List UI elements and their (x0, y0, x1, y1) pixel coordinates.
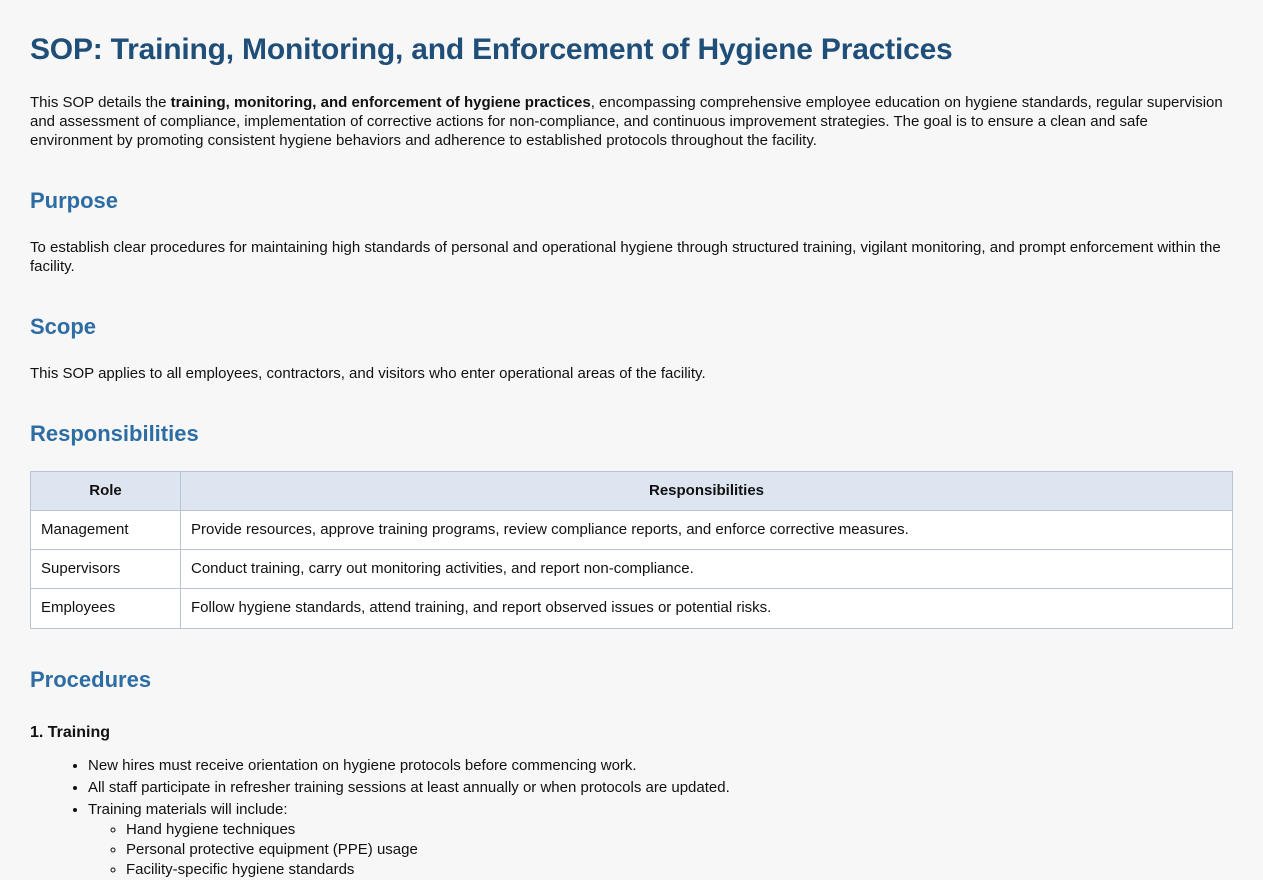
list-item-text: New hires must receive orientation on hygiene protocols before commencing work. (88, 756, 637, 774)
cell-role: Supervisors (31, 550, 181, 589)
table-row (31, 510, 1233, 549)
cell-role: Employees (31, 589, 181, 628)
purpose-text: To establish clear procedures for maintaining high standards of personal and operational hygiene through structured training, vigilant monitoring, and prompt enforcement within the facility. (30, 238, 1221, 275)
cell-responsibility: Conduct training, carry out monitoring activities, and report non-compliance. (181, 550, 1233, 589)
column-header-responsibilities: Responsibilities (181, 471, 1233, 510)
list-item (126, 820, 1233, 840)
scope-text: This SOP applies to all employees, contractors, and visitors who enter operational areas of the facility. (30, 364, 706, 382)
list-item-text: Hand hygiene techniques (126, 820, 296, 838)
table-header-row (31, 471, 1233, 510)
column-header-role: Role (31, 471, 181, 510)
list-item (88, 778, 1233, 798)
page-title: SOP: Training, Monitoring, and Enforcement of Hygiene Practices (30, 33, 953, 66)
table-row (31, 550, 1233, 589)
list-item-text: All staff participate in refresher training sessions at least annually or when protocols are updated. (88, 778, 730, 796)
list-item (126, 860, 1233, 880)
list-item-text: Personal protective equipment (PPE) usage (126, 840, 418, 858)
procedures-list (30, 756, 1233, 880)
table-row (31, 589, 1233, 628)
cell-responsibility: Follow hygiene standards, attend training, and report observed issues or potential risks. (181, 589, 1233, 628)
intro-paragraph (30, 93, 1225, 151)
intro-emphasis: training, monitoring, and enforcement of hygiene practices (170, 93, 591, 111)
cell-responsibility: Provide resources, approve training programs, review compliance reports, and enforce corrective measures. (181, 510, 1233, 549)
intro-lead: This SOP details the (30, 93, 171, 111)
list-item-text: Training materials will include: (88, 800, 288, 818)
cell-role: Management (31, 510, 181, 549)
scope-heading: Scope (30, 314, 97, 340)
list-item (88, 756, 1233, 776)
procedures-subsection-title: 1. Training (30, 724, 111, 742)
list-item (88, 800, 1233, 880)
responsibilities-table (30, 471, 1233, 629)
responsibilities-heading: Responsibilities (30, 421, 199, 446)
procedures-heading: Procedures (30, 666, 152, 692)
procedures-sublist (88, 820, 1233, 880)
list-item-text: Facility-specific hygiene standards (126, 860, 355, 878)
list-item (126, 840, 1233, 860)
intro-rest: , encompassing comprehensive employee education on hygiene standards, regular supervision and assessment of compliance, implementation of corrective actions for non-compliance, and continuous improvement strategies. The goal is to ensure a clean and safe environment by promoting consistent hygiene behaviors and adherence to established protocols throughout the facility. (30, 93, 1223, 149)
purpose-heading: Purpose (30, 188, 119, 214)
